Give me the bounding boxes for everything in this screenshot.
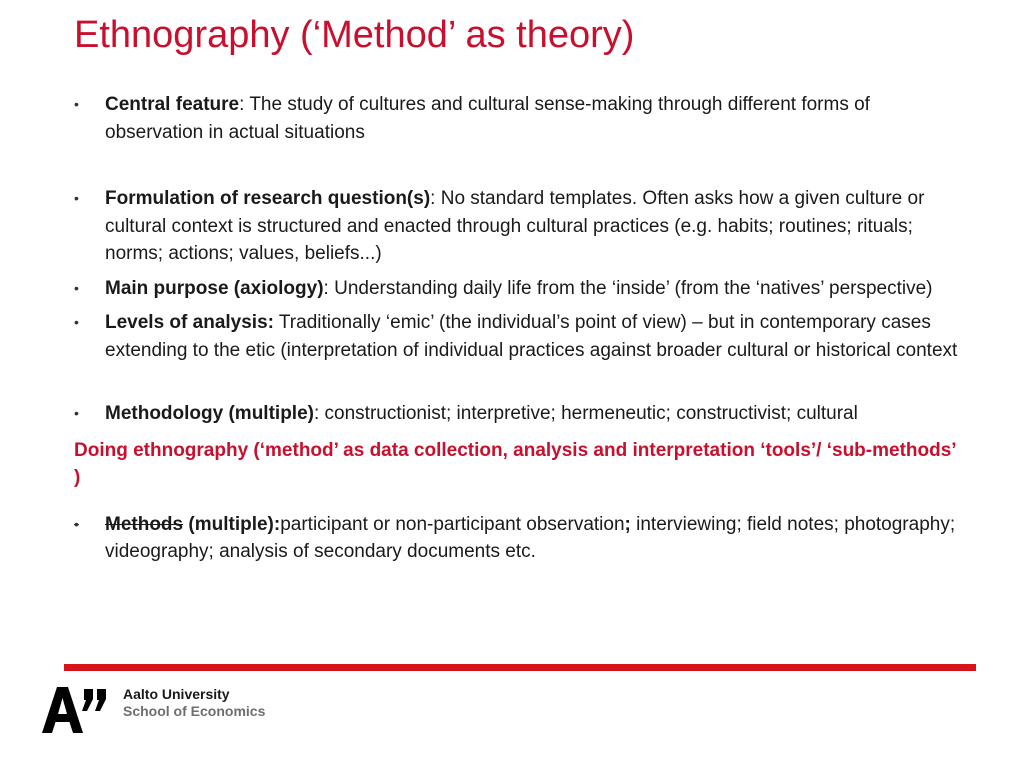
bullet-research-question: • Formulation of research question(s): No standard templates. Often asks how a given culture or cultural context is structured and enacted through cultural practices (e.g. habits; routines; rituals; norms; actions; values, beliefs...) — [74, 185, 960, 268]
slide-title: Ethnography (‘Method’ as theory) — [74, 14, 635, 56]
methods-text-cont: interviewing; field notes; photography; videography; analysis of secondary documents etc. — [105, 513, 956, 562]
logo-line-2: School of Economics — [123, 703, 266, 719]
bullet-methods: • Methods (multiple):participant or non-participant observation; interviewing; field notes; photography; videography; analysis of secondary documents etc. — [74, 511, 960, 566]
bullet-central-feature: • Central feature: The study of cultures and cultural sense-making through different forms of observation in actual situations — [74, 91, 960, 146]
bullet-dot: • — [74, 190, 79, 206]
bullet-dot: • — [74, 279, 79, 296]
bullet-dot: • — [74, 405, 79, 421]
bullet-text: constructionist; interpretive; hermeneutic; constructivist; cultural — [319, 403, 858, 424]
institution-name — [123, 686, 265, 720]
bullet-methodology: • Methodology (multiple): constructionist; interpretive; hermeneutic; constructivist; cultural — [74, 400, 960, 428]
bullet-text: Traditionally ‘emic’ (the individual’s point of view) – but in contemporary cases extending to the etic (interpretation of individual practices against broader cultural or historical context — [105, 312, 958, 361]
aalto-logo-icon — [42, 685, 114, 740]
slide-content — [74, 91, 960, 566]
bullet-label: Methodology (multiple) — [105, 403, 314, 424]
bullet-dot: • — [74, 96, 79, 112]
bullet-label: Formulation of research question(s) — [105, 188, 431, 209]
bullet-levels-of-analysis — [74, 309, 960, 364]
methods-label-struck: Methods — [105, 513, 184, 535]
logo-line-1: Aalto University — [123, 686, 230, 702]
bullet-label: Levels of analysis: — [105, 312, 274, 333]
doing-ethnography-heading: Doing ethnography (‘method’ as data collection, analysis and interpretation ‘tools’/ ‘sub-methods’ ) — [74, 439, 956, 488]
bullet-text: The study of cultures and cultural sense-making through different forms of observation in actual situations — [105, 94, 870, 143]
bullet-label: Central feature — [105, 94, 240, 115]
bullet-text: No standard templates. Often asks how a given culture or cultural context is structured and enacted through cultural practices (e.g. habits; routines; rituals; norms; actions; values, beliefs...) — [105, 188, 925, 264]
footer-red-bar — [64, 664, 976, 671]
methods-text: participant or non-participant observation — [280, 513, 625, 535]
bullet-dot: • — [74, 314, 79, 330]
bullet-main-purpose: • Main purpose (axiology): Understanding daily life from the ‘inside’ (from the ‘natives’ perspective) — [74, 275, 960, 303]
bullet-label: Main purpose (axiology) — [105, 277, 324, 299]
bullet-dot: • — [74, 515, 79, 532]
bullet-text: Understanding daily life from the ‘inside’ (from the ‘natives’ perspective) — [328, 277, 933, 299]
methods-label-rest: (multiple): — [183, 513, 281, 535]
